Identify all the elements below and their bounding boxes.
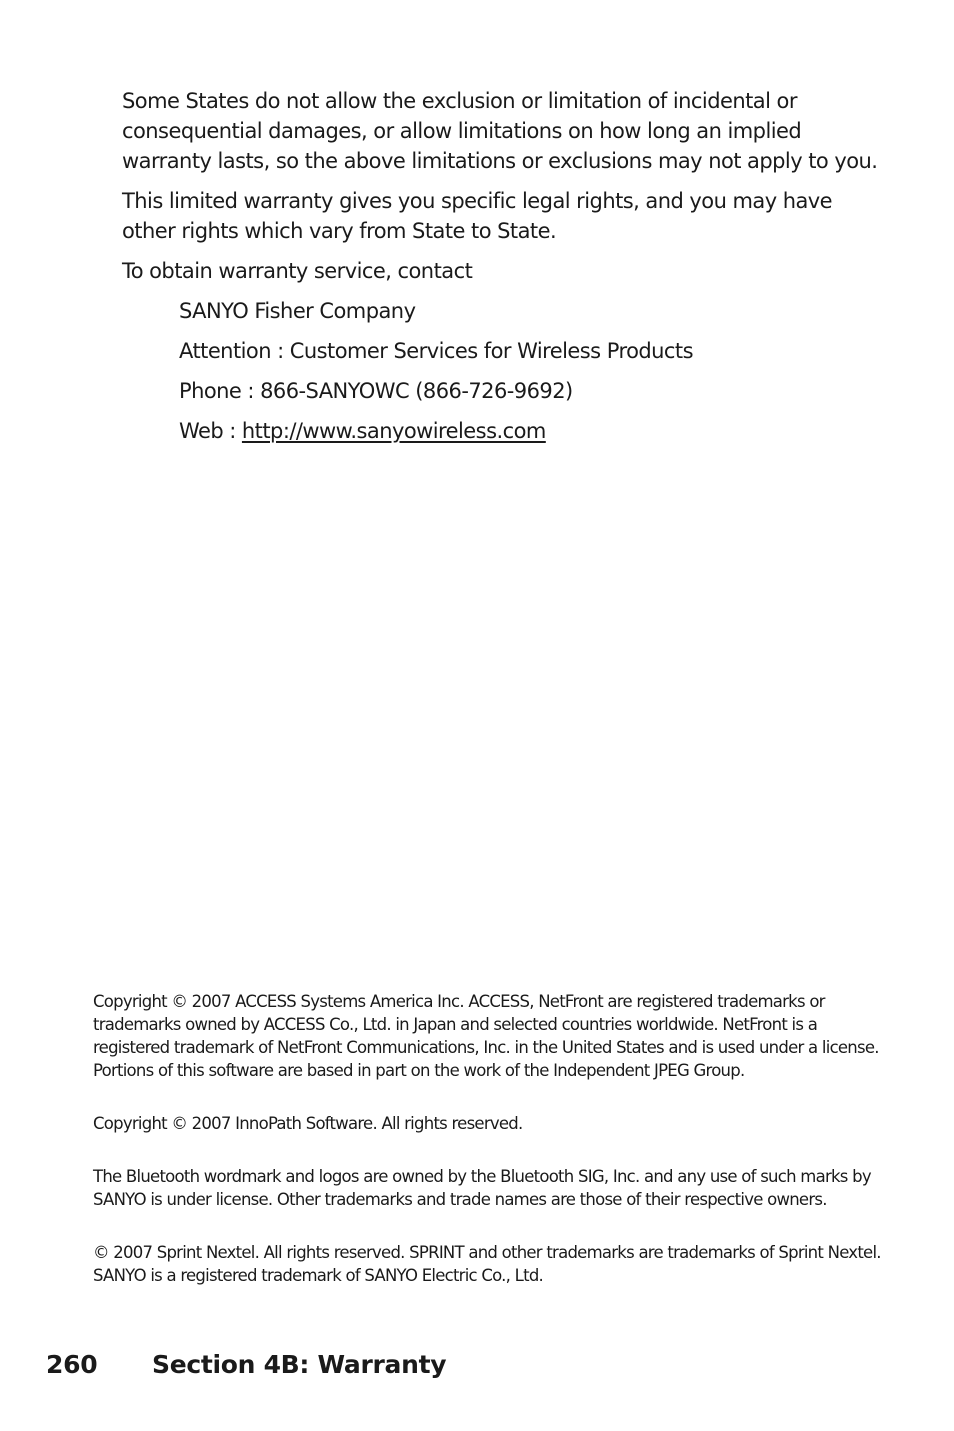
- web-label: Web :: [179, 419, 242, 443]
- warranty-body: [122, 86, 882, 456]
- contact-attention: Attention : Customer Services for Wireless Products: [179, 339, 693, 363]
- legal-notices: [93, 990, 893, 1317]
- page-number: 260: [46, 1350, 98, 1379]
- limitations-paragraph: Some States do not allow the exclusion or limitation of incidental or consequential damages, or allow limitations on how long an implied warranty lasts, so the above limitations or exclusions may not apply to you.: [122, 89, 878, 173]
- section-title: Section 4B: Warranty: [152, 1350, 447, 1379]
- access-copyright-notice: Copyright © 2007 ACCESS Systems America Inc. ACCESS, NetFront are registered trademarks or trademarks owned by ACCESS Co., Ltd. in Japan and selected countries worldwide. NetFront is a registered trademark of NetFront Communications, Inc. in the United States and is used under a license. Portions of this software are based in part on the work of the Independent JPEG Group.: [93, 992, 879, 1080]
- legal-rights-paragraph: This limited warranty gives you specific legal rights, and you may have other rights which vary from State to State.: [122, 189, 833, 243]
- bluetooth-trademark-notice: The Bluetooth wordmark and logos are owned by the Bluetooth SIG, Inc. and any use of such marks by SANYO is under license. Other trademarks and trade names are those of their respective owners.: [93, 1167, 871, 1209]
- contact-company: SANYO Fisher Company: [179, 299, 416, 323]
- sprint-copyright-notice: © 2007 Sprint Nextel. All rights reserved. SPRINT and other trademarks are trademarks of Sprint Nextel. SANYO is a registered trademark of SANYO Electric Co., Ltd.: [93, 1243, 881, 1285]
- page-footer: [46, 1348, 446, 1382]
- obtain-service-paragraph: To obtain warranty service, contact: [122, 259, 473, 283]
- innopath-copyright-notice: Copyright © 2007 InnoPath Software. All rights reserved.: [93, 1114, 523, 1133]
- contact-web: [179, 416, 882, 446]
- contact-phone: Phone : 866-SANYOWC (866-726-9692): [179, 379, 573, 403]
- web-link[interactable]: http://www.sanyowireless.com: [241, 419, 546, 443]
